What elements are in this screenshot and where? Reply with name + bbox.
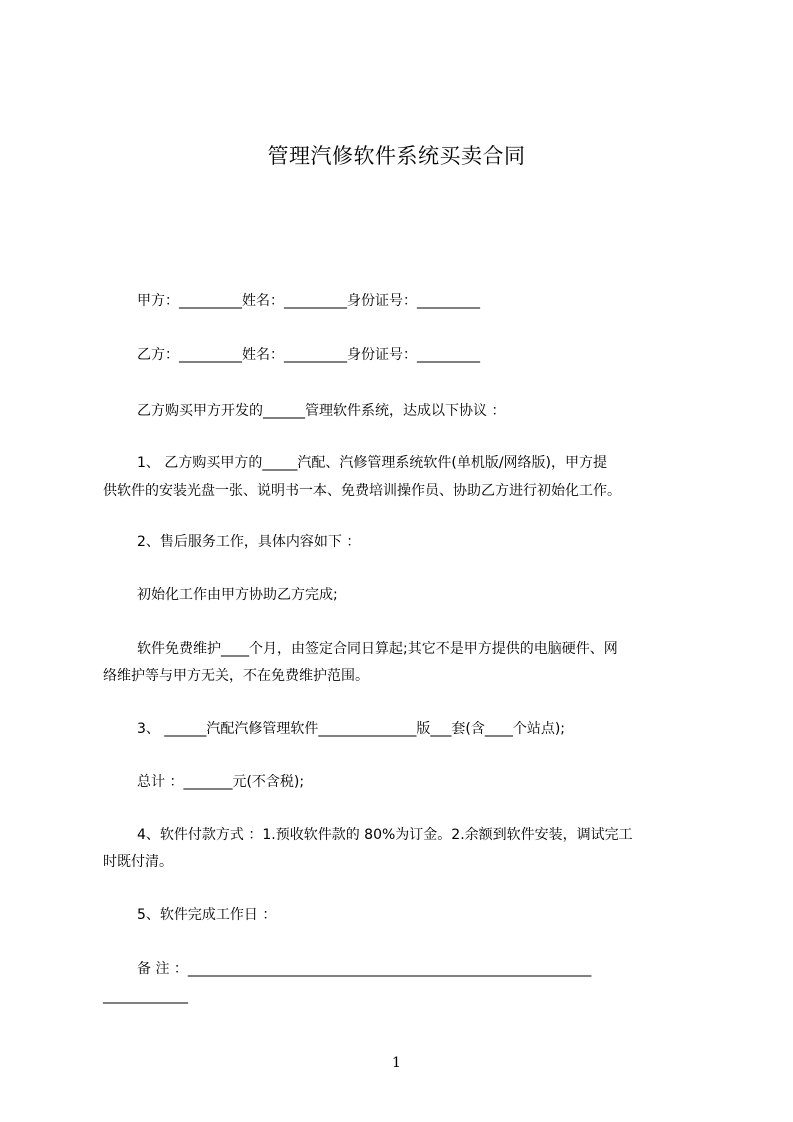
- clause-3: 3、 ______汽配汽修管理软件______________版___套(含____个站点);: [137, 721, 565, 737]
- clause-4-line-2: 时既付清。: [103, 854, 173, 870]
- clause-4-line-1: 4、软件付款方式 ：1.预收软件款的 80%为订金。2.余额到软件安装，调试完工: [137, 827, 633, 843]
- total-amount: 总计 ：_______元(不含税);: [137, 774, 305, 790]
- party-b-line: 乙方：_________姓名：_________身份证号：_________: [137, 347, 480, 363]
- remarks-line-2: [103, 987, 188, 1005]
- clause-1-line-1: 1、 乙方购买甲方的_____汽配、汽修管理系统软件(单机版/网络版)，甲方提: [137, 455, 607, 471]
- remarks-blank-2: _____________: [103, 988, 188, 1004]
- agreement-intro: 乙方购买甲方开发的______管理软件系统，达成以下协议 ：: [137, 403, 506, 419]
- clause-2-initialization: 初始化工作由甲方协助乙方完成;: [137, 587, 338, 603]
- document-title: 管理汽修软件系统买卖合同: [267, 144, 526, 168]
- remarks-line-1: [137, 960, 591, 978]
- clause-5: 5、软件完成工作日 ：: [137, 907, 277, 923]
- party-a-line: 甲方：_________姓名：_________身份证号：_________: [137, 293, 480, 309]
- remarks-label: 备 注 ：: [137, 961, 188, 977]
- remarks-blank-1: ______________________________________________________________: [187, 961, 591, 977]
- page-number: 1: [392, 1055, 401, 1071]
- clause-2-maintenance-line-2: 络维护等与甲方无关，不在免费维护范围。: [103, 668, 369, 684]
- clause-2-heading: 2、售后服务工作，具体内容如下 ：: [137, 534, 361, 550]
- clause-2-maintenance-line-1: 软件免费维护____个月，由签定合同日算起;其它不是甲方提供的电脑硬件、网: [137, 641, 618, 657]
- clause-1-line-2: 供软件的安装光盘一张、说明书一本、免费培训操作员、协助乙方进行初始化工作。: [103, 483, 621, 499]
